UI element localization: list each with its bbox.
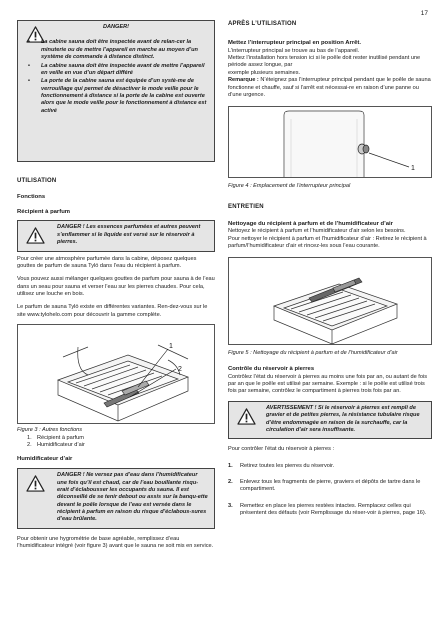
warning-icon (237, 408, 256, 425)
step-text: Enlevez tous les fragments de pierre, graviers et dépôts de tartre dans le compartiment. (240, 479, 421, 493)
step-number: 3. (228, 502, 233, 509)
step-text: Remettez en place les pierres restées intactes. Remplacez celles qui présentent des défauts (voir Remplissage du réser-voir à pierres, page 16). (240, 502, 427, 517)
step-number: 1. (228, 462, 233, 469)
heading-nettoyage: Nettoyage du récipient à parfum et de l’humidificateur d’air (228, 220, 393, 227)
list-item (228, 503, 432, 518)
figure3-callout-2: 2 (178, 366, 182, 374)
recipient-warning-text: DANGER ! Les essences parfumées et autres peuvent s’enflammer si le liquide est versé sur le réservoir à pierres. (57, 224, 201, 246)
recipient-paragraph: Vous pouvez aussi mélanger quelques gouttes de parfum pour sauna à de l’eau dans un seau pour sauna et verser l’eau sur les pierres chaudes. Pour cela, utilisez une louche en bois. (17, 276, 215, 298)
heading-controle: Contrôle du réservoir à pierres (228, 365, 315, 372)
stove-side-drawing (229, 107, 431, 177)
controle-intro: Pour contrôler l’état du réservoir à pierres : (228, 446, 335, 453)
right-column (228, 21, 432, 518)
controle-steps-list (228, 463, 432, 518)
danger-item: • La porte de la cabine sauna est équipée d’un systè-me de verrouillage qui permet de désactiver le mode veille pour le fonctionnement à distance si la porte de la cabine est ouverte alors que le mode veille pour le fonctionnement à distance est activé (28, 78, 208, 115)
danger-title: DANGER! (102, 24, 130, 30)
section-heading-apres-utilisation: APRÈS L’UTILISATION (228, 21, 297, 27)
figure-4-illustration (228, 106, 432, 178)
interrupteur-line: Mettez l’installation hors tension ici si le poêle doit rester inutilisé pendant une période assez longue, par (228, 55, 421, 69)
page-number: 17 (420, 10, 428, 17)
figure4-callout-1: 1 (411, 165, 415, 173)
nettoyage-paragraph: Pour nettoyer le récipient à parfum et l’humidificateur d’air : Retirez le récipient à parfum/l’humidificateur d’air et rincez-les sous l’eau courante. (228, 235, 427, 250)
section-heading-entretien: ENTRETIEN (228, 203, 264, 210)
controle-paragraph: Contrôlez l’état du réservoir à pierres au moins une fois par an, ou autant de fois par an que le poêle est utilisé par semaine. Exemple : si le poêle est utilisé trois fois par semaine, contrôlez le compartiment à pierres trois fois par an. (228, 373, 427, 395)
danger-box (17, 20, 215, 162)
step-text: Retirez toutes les pierres du réservoir. (240, 462, 335, 469)
step-number: 2. (228, 479, 233, 486)
stove-cleaning-drawing (229, 258, 431, 344)
subsection-heading-fonctions: Fonctions (17, 193, 46, 200)
recipient-warning-box (17, 220, 215, 251)
figure-4-caption: Figure 4 : Emplacement de l’interrupteur principal (228, 183, 351, 190)
figure3-callout-1: 1 (169, 343, 173, 351)
remarque-label: Remarque : (228, 77, 259, 84)
figure3-item: Humidificateur d’air (37, 441, 85, 448)
nettoyage-paragraph: Nettoyez le récipient à parfum et l’humidificateur d’air selon les besoins. (228, 228, 406, 235)
controle-warning-text: AVERTISSEMENT ! Si le réservoir à pierres est rempli de gravier et de petites pierres, la résistance tubulaire risque d’être endommagée en raison de la surchauffe, car la circulation d’air sera insuffisante. (266, 404, 420, 433)
danger-item: • La cabine sauna doit être inspectée avant de mettre l’appareil en veille en vue d’un départ différé (28, 63, 208, 78)
remarque-text: N’éteignez pas l’interrupteur principal pendant que le poêle de sauna fonctionne et chauffe, sauf si l’arrêt est nécessai-re en raison d’une panne ou d’une urgence. (228, 77, 431, 98)
figure-3-illustration (17, 324, 215, 424)
interrupteur-line: L’interrupteur principal se trouve au bas de l’appareil. (228, 47, 360, 54)
humidificateur-paragraph: Pour obtenir une hygrométrie de base agréable, remplissez d’eau l’humidificateur intégré (voir figure 3) avant que le sauna ne soit mis en service. (17, 535, 214, 550)
list-item (228, 463, 432, 470)
recipient-paragraph: Pour créer une atmosphère parfumée dans la cabine, déposez quelques gouttes de parfum de sauna Tylö dans l’eau du récipient à parfum. (17, 255, 197, 269)
heading-recipient-parfum: Récipient à parfum (17, 208, 71, 215)
warning-icon (26, 475, 45, 492)
heading-humidificateur: Humidificateur d’air (17, 456, 73, 463)
heading-interrupteur: Mettez l’interrupteur principal en position Arrêt. (228, 39, 361, 46)
interrupteur-line: exemple plusieurs semaines. (228, 69, 301, 76)
recipient-paragraph: Le parfum de sauna Tylö existe en différentes variantes. Ren-dez-vous sur le site www.tylohelo.com pour découvrir la gamme complète. (17, 304, 208, 318)
figure-3-caption: Figure 3 : Autres fonctions (17, 427, 83, 434)
left-column: DANGER! • La cabine sauna doit être inspectée avant de relan-cer la minuterie ou de mettre l’appareil en marche au moyen d’un système de commande à distance distinct. • La cabine sauna doit être inspectée avant de mettre l’appareil en veille en vue d’un départ différé • La porte de la cabine sauna est équipée d’un systè-me de verrouillage qui permet de désactiver le mode veille pour le fonctionnement à distance si la porte de la cabine est ouverte alors que le mode veille pour le fonctionnement à distance est activé UTILISATION Fonctions Récipient à parfum DANGER ! Les essences parfumées et autres peuvent s’enflammer si le liquide est versé sur le réservoir à pierres. Pour créer une atmosphère parfumée dans la cabine, déposez quelques gouttes de parfum de sauna Tylö dans l’eau du récipient à parfum. Vous pouvez aussi mélanger quelques gouttes de parfum pour sauna à de l’eau dans un seau pour sauna et verser l’eau sur les pierres chaudes. Pour cela, utilisez une louche en bois. Le parfum de sauna Tylö existe en différentes variantes. Ren-dez-vous sur le site www.tylohelo.com pour découvrir la gamme complète. 1 2 Figure 3 : Autres fonctions 1. Récipient à parfum 2. Humidificateur d’air Humidificateur d’air DANGER ! Ne versez pas d’eau dans l’humidificateur une fois qu’il est chaud, car de l’eau bouillante risqu-erait d’éclabousser les occupants du sauna. Il est déconseillé de se tenir debout ou assis sur la banqu-ette devant le poêle lorsque de l’eau est versée dans le récipient à parfum en raison du risque d’éclabous-sures d’eau brûlante. Pour obtenir une hygrométrie de base agréable, remplissez d’eau l’humidificateur intégré (voir figure 3) avant que le sauna ne soit mis en service. (17, 20, 215, 551)
controle-warning-box (228, 401, 432, 440)
stove-top-drawing (18, 325, 214, 423)
humidificateur-warning-box (17, 468, 215, 529)
figure-5-illustration (228, 257, 432, 345)
danger-item: • La cabine sauna doit être inspectée avant de relan-cer la minuterie ou de mettre l’appareil en marche au moyen d’un système de commande à distance distinct. (28, 39, 208, 61)
section-heading-utilisation: UTILISATION (17, 178, 57, 184)
humidificateur-warning-text: DANGER ! Ne versez pas d’eau dans l’humidificateur une fois qu’il est chaud, car de l’eau bouillante risqu-erait d’éclabousser les occupants du sauna. Il est déconseillé de se tenir debout ou assis sur la banqu-ette devant le poêle lorsque de l’eau est versée dans le récipient à parfum en raison du risque d’éclabous-sures d’eau brûlante. (57, 472, 208, 523)
remarque-paragraph (228, 77, 432, 99)
figure3-item: Récipient à parfum (37, 434, 84, 441)
warning-icon (26, 227, 45, 244)
list-item (228, 479, 432, 494)
figure-5-caption: Figure 5 : Nettoyage du récipient à parfum et de l’humidificateur d’air (228, 349, 398, 356)
